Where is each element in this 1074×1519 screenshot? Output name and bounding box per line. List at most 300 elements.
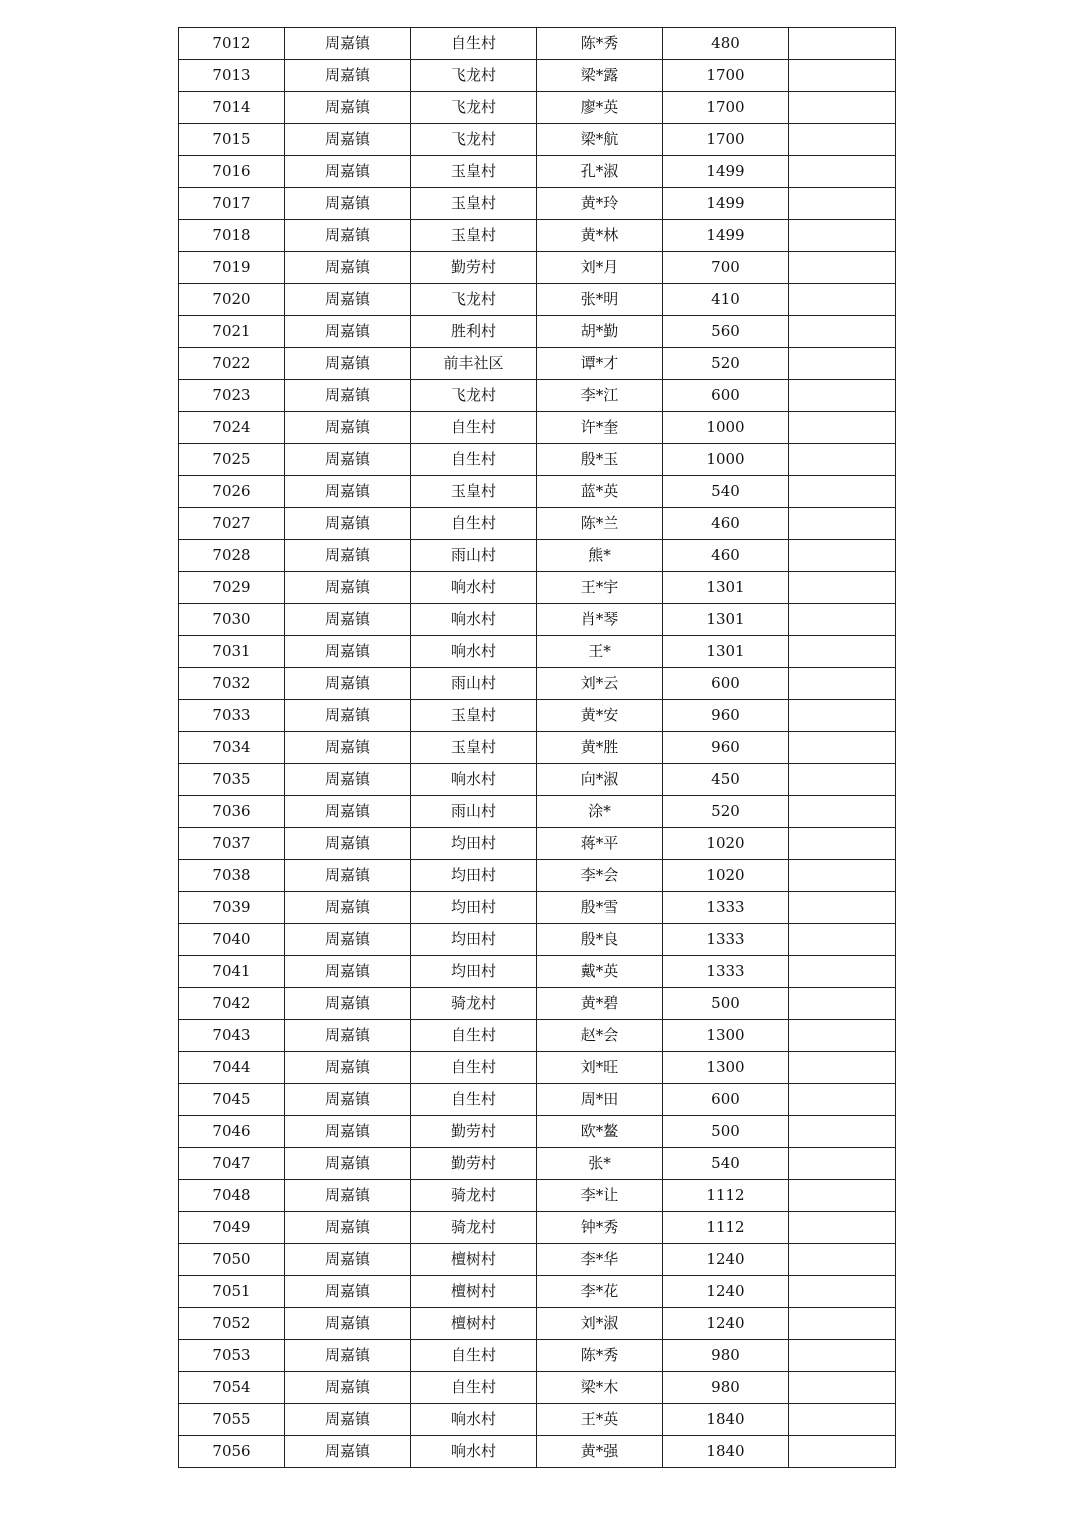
table-row xyxy=(179,444,896,476)
amount-cell: 450 xyxy=(663,764,789,796)
village-cell: 骑龙村 xyxy=(411,988,537,1020)
table-row xyxy=(179,284,896,316)
note-cell xyxy=(789,60,896,92)
name-cell: 向*淑 xyxy=(537,764,663,796)
village-cell: 自生村 xyxy=(411,28,537,60)
village-cell: 玉皇村 xyxy=(411,156,537,188)
table-row xyxy=(179,1084,896,1116)
table-row xyxy=(179,1308,896,1340)
village-cell: 飞龙村 xyxy=(411,380,537,412)
note-cell xyxy=(789,1340,896,1372)
note-cell xyxy=(789,1052,896,1084)
table-row xyxy=(179,156,896,188)
table-row xyxy=(179,1052,896,1084)
note-cell xyxy=(789,1180,896,1212)
town-cell: 周嘉镇 xyxy=(285,220,411,252)
town-cell: 周嘉镇 xyxy=(285,316,411,348)
serial-cell: 7055 xyxy=(179,1404,285,1436)
serial-cell: 7054 xyxy=(179,1372,285,1404)
town-cell: 周嘉镇 xyxy=(285,796,411,828)
serial-cell: 7036 xyxy=(179,796,285,828)
serial-cell: 7042 xyxy=(179,988,285,1020)
table-row xyxy=(179,604,896,636)
village-cell: 檀树村 xyxy=(411,1276,537,1308)
village-cell: 勤劳村 xyxy=(411,1148,537,1180)
note-cell xyxy=(789,636,896,668)
amount-cell: 960 xyxy=(663,732,789,764)
table-row xyxy=(179,1148,896,1180)
table-row xyxy=(179,92,896,124)
note-cell xyxy=(789,1084,896,1116)
town-cell: 周嘉镇 xyxy=(285,892,411,924)
town-cell: 周嘉镇 xyxy=(285,636,411,668)
table-row xyxy=(179,380,896,412)
name-cell: 李*让 xyxy=(537,1180,663,1212)
note-cell xyxy=(789,1404,896,1436)
serial-cell: 7030 xyxy=(179,604,285,636)
amount-cell: 1240 xyxy=(663,1308,789,1340)
village-cell: 均田村 xyxy=(411,892,537,924)
village-cell: 檀树村 xyxy=(411,1244,537,1276)
table-row xyxy=(179,188,896,220)
town-cell: 周嘉镇 xyxy=(285,1276,411,1308)
serial-cell: 7032 xyxy=(179,668,285,700)
serial-cell: 7045 xyxy=(179,1084,285,1116)
serial-cell: 7012 xyxy=(179,28,285,60)
village-cell: 均田村 xyxy=(411,924,537,956)
table-row xyxy=(179,924,896,956)
table-row xyxy=(179,636,896,668)
name-cell: 王*宇 xyxy=(537,572,663,604)
amount-cell: 1020 xyxy=(663,860,789,892)
name-cell: 刘*月 xyxy=(537,252,663,284)
note-cell xyxy=(789,988,896,1020)
note-cell xyxy=(789,892,896,924)
name-cell: 许*奎 xyxy=(537,412,663,444)
town-cell: 周嘉镇 xyxy=(285,1020,411,1052)
town-cell: 周嘉镇 xyxy=(285,732,411,764)
village-cell: 响水村 xyxy=(411,572,537,604)
village-cell: 骑龙村 xyxy=(411,1212,537,1244)
serial-cell: 7018 xyxy=(179,220,285,252)
amount-cell: 980 xyxy=(663,1372,789,1404)
name-cell: 刘*云 xyxy=(537,668,663,700)
note-cell xyxy=(789,156,896,188)
amount-cell: 1301 xyxy=(663,604,789,636)
name-cell: 梁*木 xyxy=(537,1372,663,1404)
name-cell: 欧*鳌 xyxy=(537,1116,663,1148)
village-cell: 自生村 xyxy=(411,1372,537,1404)
village-cell: 飞龙村 xyxy=(411,124,537,156)
amount-cell: 1700 xyxy=(663,92,789,124)
note-cell xyxy=(789,828,896,860)
table-row xyxy=(179,668,896,700)
table-row xyxy=(179,316,896,348)
village-cell: 檀树村 xyxy=(411,1308,537,1340)
town-cell: 周嘉镇 xyxy=(285,668,411,700)
amount-cell: 600 xyxy=(663,668,789,700)
name-cell: 王* xyxy=(537,636,663,668)
village-cell: 玉皇村 xyxy=(411,700,537,732)
town-cell: 周嘉镇 xyxy=(285,124,411,156)
name-cell: 赵*会 xyxy=(537,1020,663,1052)
note-cell xyxy=(789,572,896,604)
village-cell: 响水村 xyxy=(411,1436,537,1468)
table-row xyxy=(179,60,896,92)
amount-cell: 520 xyxy=(663,796,789,828)
note-cell xyxy=(789,1276,896,1308)
note-cell xyxy=(789,284,896,316)
amount-cell: 1840 xyxy=(663,1404,789,1436)
serial-cell: 7037 xyxy=(179,828,285,860)
village-cell: 飞龙村 xyxy=(411,60,537,92)
amount-cell: 560 xyxy=(663,316,789,348)
amount-cell: 1840 xyxy=(663,1436,789,1468)
amount-cell: 540 xyxy=(663,1148,789,1180)
name-cell: 梁*露 xyxy=(537,60,663,92)
roster-table-body xyxy=(179,28,896,1468)
name-cell: 殷*良 xyxy=(537,924,663,956)
amount-cell: 1112 xyxy=(663,1180,789,1212)
village-cell: 勤劳村 xyxy=(411,252,537,284)
note-cell xyxy=(789,476,896,508)
name-cell: 戴*英 xyxy=(537,956,663,988)
table-row xyxy=(179,540,896,572)
note-cell xyxy=(789,860,896,892)
amount-cell: 460 xyxy=(663,540,789,572)
note-cell xyxy=(789,1308,896,1340)
note-cell xyxy=(789,1436,896,1468)
town-cell: 周嘉镇 xyxy=(285,956,411,988)
serial-cell: 7051 xyxy=(179,1276,285,1308)
town-cell: 周嘉镇 xyxy=(285,412,411,444)
name-cell: 张* xyxy=(537,1148,663,1180)
table-row xyxy=(179,700,896,732)
serial-cell: 7016 xyxy=(179,156,285,188)
serial-cell: 7046 xyxy=(179,1116,285,1148)
name-cell: 李*会 xyxy=(537,860,663,892)
table-row xyxy=(179,732,896,764)
name-cell: 肖*琴 xyxy=(537,604,663,636)
name-cell: 涂* xyxy=(537,796,663,828)
town-cell: 周嘉镇 xyxy=(285,92,411,124)
town-cell: 周嘉镇 xyxy=(285,284,411,316)
serial-cell: 7021 xyxy=(179,316,285,348)
serial-cell: 7015 xyxy=(179,124,285,156)
name-cell: 殷*玉 xyxy=(537,444,663,476)
town-cell: 周嘉镇 xyxy=(285,1180,411,1212)
serial-cell: 7024 xyxy=(179,412,285,444)
table-row xyxy=(179,1404,896,1436)
table-row xyxy=(179,1212,896,1244)
name-cell: 殷*雪 xyxy=(537,892,663,924)
note-cell xyxy=(789,252,896,284)
village-cell: 玉皇村 xyxy=(411,220,537,252)
table-row xyxy=(179,476,896,508)
roster-table xyxy=(178,27,896,1468)
table-row xyxy=(179,892,896,924)
town-cell: 周嘉镇 xyxy=(285,540,411,572)
village-cell: 响水村 xyxy=(411,636,537,668)
amount-cell: 1333 xyxy=(663,892,789,924)
village-cell: 响水村 xyxy=(411,764,537,796)
name-cell: 熊* xyxy=(537,540,663,572)
name-cell: 李*花 xyxy=(537,1276,663,1308)
town-cell: 周嘉镇 xyxy=(285,1052,411,1084)
serial-cell: 7013 xyxy=(179,60,285,92)
serial-cell: 7043 xyxy=(179,1020,285,1052)
amount-cell: 1499 xyxy=(663,220,789,252)
town-cell: 周嘉镇 xyxy=(285,1084,411,1116)
name-cell: 黄*强 xyxy=(537,1436,663,1468)
table-row xyxy=(179,252,896,284)
note-cell xyxy=(789,1020,896,1052)
serial-cell: 7038 xyxy=(179,860,285,892)
table-row xyxy=(179,1372,896,1404)
serial-cell: 7056 xyxy=(179,1436,285,1468)
serial-cell: 7029 xyxy=(179,572,285,604)
serial-cell: 7031 xyxy=(179,636,285,668)
name-cell: 胡*勤 xyxy=(537,316,663,348)
serial-cell: 7053 xyxy=(179,1340,285,1372)
town-cell: 周嘉镇 xyxy=(285,508,411,540)
serial-cell: 7026 xyxy=(179,476,285,508)
serial-cell: 7025 xyxy=(179,444,285,476)
town-cell: 周嘉镇 xyxy=(285,1436,411,1468)
town-cell: 周嘉镇 xyxy=(285,348,411,380)
town-cell: 周嘉镇 xyxy=(285,476,411,508)
serial-cell: 7019 xyxy=(179,252,285,284)
town-cell: 周嘉镇 xyxy=(285,572,411,604)
serial-cell: 7048 xyxy=(179,1180,285,1212)
note-cell xyxy=(789,28,896,60)
table-row xyxy=(179,28,896,60)
village-cell: 自生村 xyxy=(411,508,537,540)
table-row xyxy=(179,1276,896,1308)
name-cell: 李*江 xyxy=(537,380,663,412)
name-cell: 梁*航 xyxy=(537,124,663,156)
table-row xyxy=(179,220,896,252)
town-cell: 周嘉镇 xyxy=(285,988,411,1020)
town-cell: 周嘉镇 xyxy=(285,252,411,284)
amount-cell: 1020 xyxy=(663,828,789,860)
amount-cell: 1300 xyxy=(663,1052,789,1084)
village-cell: 均田村 xyxy=(411,956,537,988)
table-row xyxy=(179,1244,896,1276)
note-cell xyxy=(789,444,896,476)
table-row xyxy=(179,508,896,540)
amount-cell: 700 xyxy=(663,252,789,284)
serial-cell: 7034 xyxy=(179,732,285,764)
note-cell xyxy=(789,348,896,380)
name-cell: 陈*秀 xyxy=(537,28,663,60)
note-cell xyxy=(789,540,896,572)
table-row xyxy=(179,796,896,828)
amount-cell: 1300 xyxy=(663,1020,789,1052)
serial-cell: 7027 xyxy=(179,508,285,540)
serial-cell: 7028 xyxy=(179,540,285,572)
note-cell xyxy=(789,508,896,540)
village-cell: 飞龙村 xyxy=(411,284,537,316)
amount-cell: 600 xyxy=(663,380,789,412)
town-cell: 周嘉镇 xyxy=(285,380,411,412)
table-row xyxy=(179,1340,896,1372)
village-cell: 骑龙村 xyxy=(411,1180,537,1212)
amount-cell: 480 xyxy=(663,28,789,60)
note-cell xyxy=(789,924,896,956)
note-cell xyxy=(789,732,896,764)
serial-cell: 7022 xyxy=(179,348,285,380)
table-row xyxy=(179,124,896,156)
amount-cell: 460 xyxy=(663,508,789,540)
note-cell xyxy=(789,1372,896,1404)
table-row xyxy=(179,1180,896,1212)
amount-cell: 600 xyxy=(663,1084,789,1116)
amount-cell: 1333 xyxy=(663,956,789,988)
note-cell xyxy=(789,1212,896,1244)
name-cell: 黄*胜 xyxy=(537,732,663,764)
table-row xyxy=(179,572,896,604)
serial-cell: 7017 xyxy=(179,188,285,220)
town-cell: 周嘉镇 xyxy=(285,860,411,892)
village-cell: 自生村 xyxy=(411,1052,537,1084)
table-row xyxy=(179,860,896,892)
serial-cell: 7047 xyxy=(179,1148,285,1180)
name-cell: 陈*秀 xyxy=(537,1340,663,1372)
town-cell: 周嘉镇 xyxy=(285,828,411,860)
amount-cell: 1112 xyxy=(663,1212,789,1244)
village-cell: 雨山村 xyxy=(411,796,537,828)
table-row xyxy=(179,956,896,988)
town-cell: 周嘉镇 xyxy=(285,1212,411,1244)
note-cell xyxy=(789,700,896,732)
village-cell: 均田村 xyxy=(411,860,537,892)
serial-cell: 7014 xyxy=(179,92,285,124)
note-cell xyxy=(789,316,896,348)
amount-cell: 500 xyxy=(663,988,789,1020)
serial-cell: 7020 xyxy=(179,284,285,316)
village-cell: 飞龙村 xyxy=(411,92,537,124)
name-cell: 陈*兰 xyxy=(537,508,663,540)
table-row xyxy=(179,828,896,860)
name-cell: 周*田 xyxy=(537,1084,663,1116)
amount-cell: 1301 xyxy=(663,572,789,604)
name-cell: 刘*淑 xyxy=(537,1308,663,1340)
village-cell: 响水村 xyxy=(411,1404,537,1436)
village-cell: 雨山村 xyxy=(411,540,537,572)
name-cell: 蓝*英 xyxy=(537,476,663,508)
note-cell xyxy=(789,124,896,156)
note-cell xyxy=(789,188,896,220)
note-cell xyxy=(789,1116,896,1148)
note-cell xyxy=(789,1148,896,1180)
amount-cell: 1333 xyxy=(663,924,789,956)
serial-cell: 7040 xyxy=(179,924,285,956)
village-cell: 勤劳村 xyxy=(411,1116,537,1148)
village-cell: 玉皇村 xyxy=(411,732,537,764)
name-cell: 蒋*平 xyxy=(537,828,663,860)
table-row xyxy=(179,1020,896,1052)
amount-cell: 1301 xyxy=(663,636,789,668)
note-cell xyxy=(789,956,896,988)
name-cell: 黄*安 xyxy=(537,700,663,732)
town-cell: 周嘉镇 xyxy=(285,924,411,956)
town-cell: 周嘉镇 xyxy=(285,1340,411,1372)
table-row xyxy=(179,1436,896,1468)
town-cell: 周嘉镇 xyxy=(285,1116,411,1148)
town-cell: 周嘉镇 xyxy=(285,1372,411,1404)
name-cell: 黄*碧 xyxy=(537,988,663,1020)
town-cell: 周嘉镇 xyxy=(285,1404,411,1436)
note-cell xyxy=(789,668,896,700)
amount-cell: 1700 xyxy=(663,60,789,92)
village-cell: 前丰社区 xyxy=(411,348,537,380)
town-cell: 周嘉镇 xyxy=(285,604,411,636)
village-cell: 均田村 xyxy=(411,828,537,860)
town-cell: 周嘉镇 xyxy=(285,60,411,92)
note-cell xyxy=(789,796,896,828)
village-cell: 胜利村 xyxy=(411,316,537,348)
serial-cell: 7044 xyxy=(179,1052,285,1084)
amount-cell: 540 xyxy=(663,476,789,508)
serial-cell: 7052 xyxy=(179,1308,285,1340)
name-cell: 黄*林 xyxy=(537,220,663,252)
village-cell: 自生村 xyxy=(411,412,537,444)
serial-cell: 7023 xyxy=(179,380,285,412)
amount-cell: 1700 xyxy=(663,124,789,156)
town-cell: 周嘉镇 xyxy=(285,188,411,220)
amount-cell: 960 xyxy=(663,700,789,732)
town-cell: 周嘉镇 xyxy=(285,1308,411,1340)
note-cell xyxy=(789,412,896,444)
amount-cell: 500 xyxy=(663,1116,789,1148)
amount-cell: 1000 xyxy=(663,444,789,476)
village-cell: 自生村 xyxy=(411,1084,537,1116)
serial-cell: 7050 xyxy=(179,1244,285,1276)
table-row xyxy=(179,348,896,380)
table-row xyxy=(179,988,896,1020)
note-cell xyxy=(789,220,896,252)
name-cell: 钟*秀 xyxy=(537,1212,663,1244)
town-cell: 周嘉镇 xyxy=(285,1244,411,1276)
village-cell: 玉皇村 xyxy=(411,188,537,220)
name-cell: 张*明 xyxy=(537,284,663,316)
village-cell: 自生村 xyxy=(411,1340,537,1372)
name-cell: 谭*才 xyxy=(537,348,663,380)
amount-cell: 980 xyxy=(663,1340,789,1372)
town-cell: 周嘉镇 xyxy=(285,156,411,188)
name-cell: 李*华 xyxy=(537,1244,663,1276)
village-cell: 自生村 xyxy=(411,1020,537,1052)
note-cell xyxy=(789,764,896,796)
serial-cell: 7041 xyxy=(179,956,285,988)
name-cell: 廖*英 xyxy=(537,92,663,124)
amount-cell: 520 xyxy=(663,348,789,380)
town-cell: 周嘉镇 xyxy=(285,700,411,732)
village-cell: 玉皇村 xyxy=(411,476,537,508)
name-cell: 黄*玲 xyxy=(537,188,663,220)
town-cell: 周嘉镇 xyxy=(285,764,411,796)
amount-cell: 1499 xyxy=(663,156,789,188)
amount-cell: 1499 xyxy=(663,188,789,220)
amount-cell: 410 xyxy=(663,284,789,316)
note-cell xyxy=(789,92,896,124)
name-cell: 孔*淑 xyxy=(537,156,663,188)
table-row xyxy=(179,764,896,796)
town-cell: 周嘉镇 xyxy=(285,28,411,60)
amount-cell: 1240 xyxy=(663,1276,789,1308)
note-cell xyxy=(789,1244,896,1276)
